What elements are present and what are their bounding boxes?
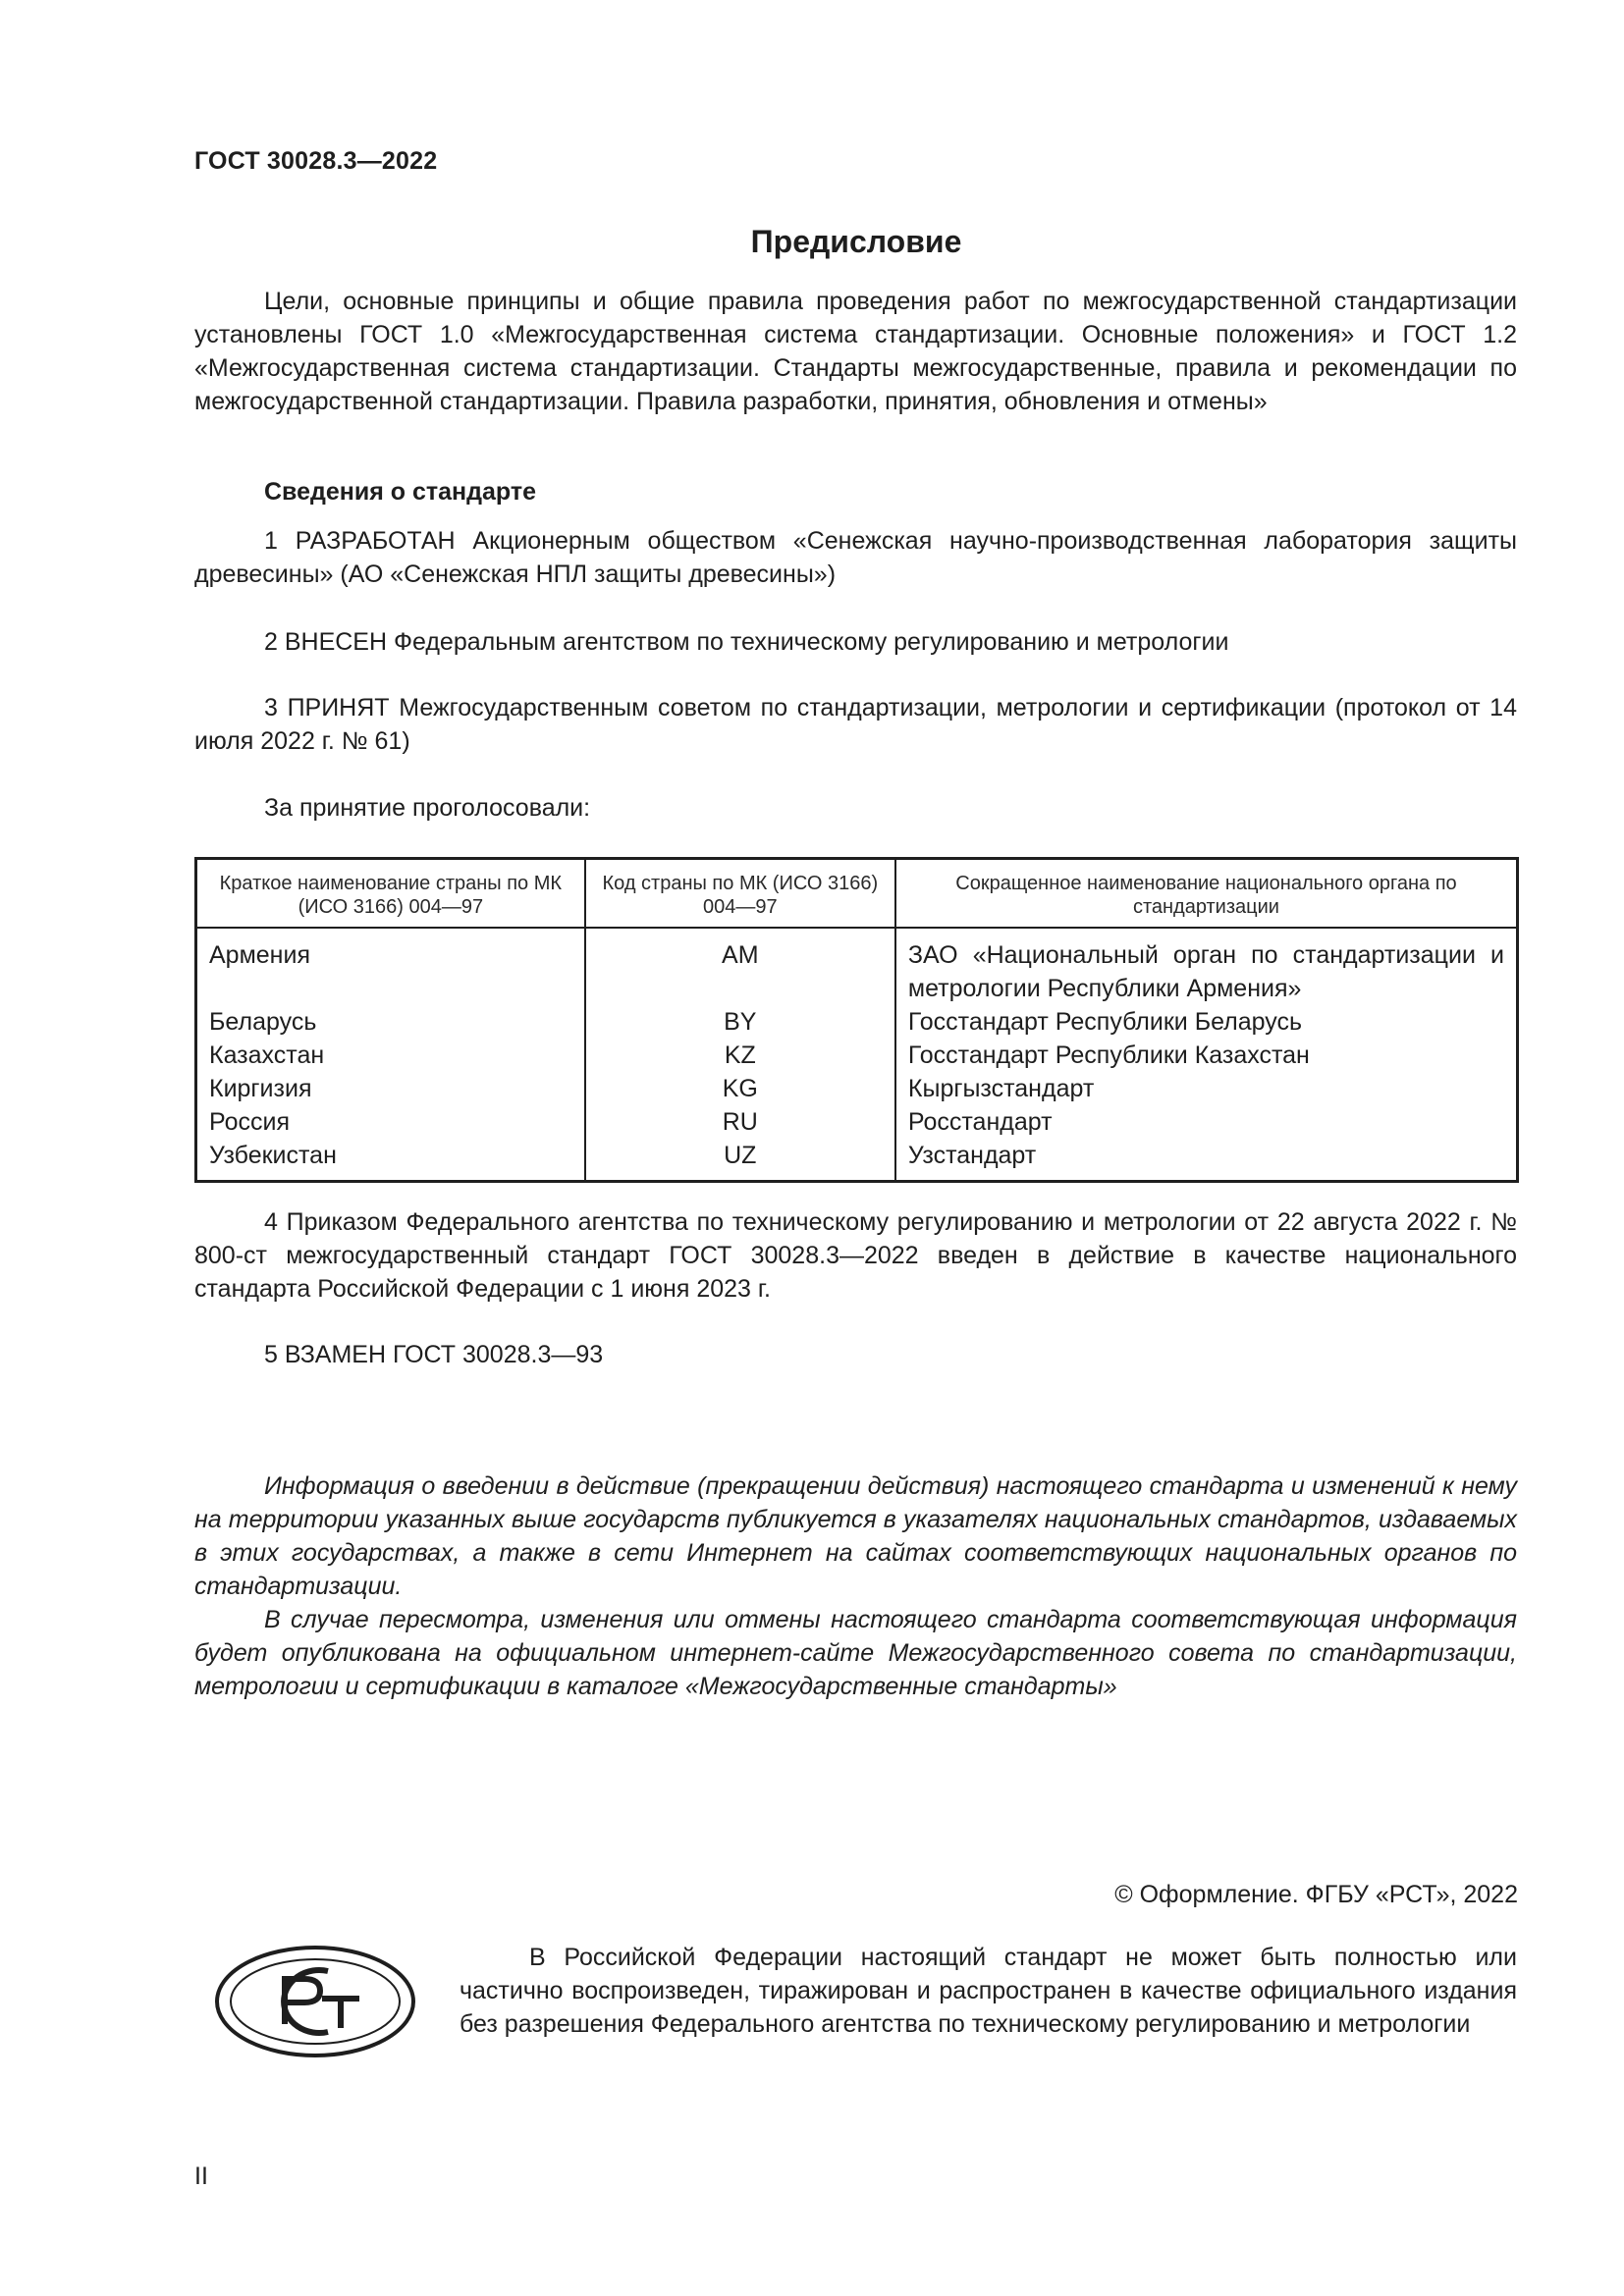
rst-logo [212,1942,418,2066]
national-body: Госстандарт Республики Казахстан [895,1039,1518,1072]
country-name: Казахстан [196,1039,585,1072]
rst-logo-icon [212,1942,418,2061]
country-code: RU [585,1105,895,1139]
national-body: Кыргызстандарт [895,1072,1518,1105]
national-body: ЗАО «Национальный орган по стандартизации и метрологии Республики Армения» [895,928,1518,1005]
intro-paragraph: Цели, основные принципы и общие правила проведения работ по межгосударственной стандартизации установлены ГОСТ 1.0 «Межгосударственная система стандартизации. Основные положения» и ГОСТ 1.2 «Межгосударственная система стандартизации. Стандарты межгосударственные, правила и рекомендации по межгосударственной стандартизации. Правила разработки, принятия, обновления и отмены» [194,288,1517,415]
country-name: Россия [196,1105,585,1139]
info-paragraph-publication: Информация о введении в действие (прекращении действия) настоящего стандарта и изменений к нему на территории указанных выше государств публикуется в указателях национальных стандартов, издаваемых в этих государствах, а также в сети Интернет на сайтах соответствующих национальных органов по стандартизации. [194,1472,1517,1600]
voted-label: За принятие проголосовали: [264,794,591,822]
country-code: AM [585,928,895,1005]
document-code: ГОСТ 30028.3—2022 [194,147,438,175]
page-title: Предисловие [750,224,962,259]
info-paragraph-revision: В случае пересмотра, изменения или отмены настоящего стандарта соответствующая информация будет опубликована на официальном интернет-сайте Межгосударственного совета по стандартизации, метрологии и сертификации в каталоге «Межгосударственные стандарты» [194,1606,1517,1700]
table-header-row [196,859,1518,929]
country-code: UZ [585,1139,895,1182]
table-row [196,928,1518,1005]
table-row [196,1039,1518,1072]
table-row [196,1072,1518,1105]
header-national-body: Сокращенное наименование национального органа по стандартизации [895,859,1518,929]
table-row [196,1105,1518,1139]
national-body: Узстандарт [895,1139,1518,1182]
standard-info-heading: Сведения о стандарте [264,478,537,506]
item-5-replaces: 5 ВЗАМЕН ГОСТ 30028.3—93 [264,1341,604,1368]
national-body: Госстандарт Республики Беларусь [895,1005,1518,1039]
copyright-line: © Оформление. ФГБУ «РСТ», 2022 [1114,1881,1518,1908]
item-3-adopted: 3 ПРИНЯТ Межгосударственным советом по стандартизации, метрологии и сертификации (протокол от 14 июля 2022 г. № 61) [194,694,1517,755]
country-code: KG [585,1072,895,1105]
country-name: Армения [196,928,585,1005]
reproduction-notice: В Российской Федерации настоящий стандарт не может быть полностью или частично воспроизведен, тиражирован и распространен в качестве официального издания без разрешения Федерального агентства по техническому регулированию и метрологии [460,1944,1517,2038]
country-name: Беларусь [196,1005,585,1039]
item-4-order: 4 Приказом Федерального агентства по техническому регулированию и метрологии от 22 августа 2022 г. № 800-ст межгосударственный стандарт ГОСТ 30028.3—2022 введен в действие в качестве национального стандарта Российской Федерации с 1 июня 2023 г. [194,1208,1517,1303]
table-row [196,1139,1518,1182]
country-name: Узбекистан [196,1139,585,1182]
voting-countries-table [194,857,1519,1183]
item-1-developed: 1 РАЗРАБОТАН Акционерным обществом «Сенежская научно-производственная лаборатория защиты древесины» (АО «Сенежская НПЛ защиты древесины») [194,527,1517,588]
national-body: Росстандарт [895,1105,1518,1139]
header-country-code: Код страны по МК (ИСО 3166) 004—97 [585,859,895,929]
item-2-introduced: 2 ВНЕСЕН Федеральным агентством по техническому регулированию и метрологии [264,628,1229,656]
page-number: II [194,2163,208,2190]
country-code: BY [585,1005,895,1039]
country-name: Киргизия [196,1072,585,1105]
header-country-name: Краткое наименование страны по МК (ИСО 3166) 004—97 [196,859,585,929]
table-row [196,1005,1518,1039]
country-code: KZ [585,1039,895,1072]
